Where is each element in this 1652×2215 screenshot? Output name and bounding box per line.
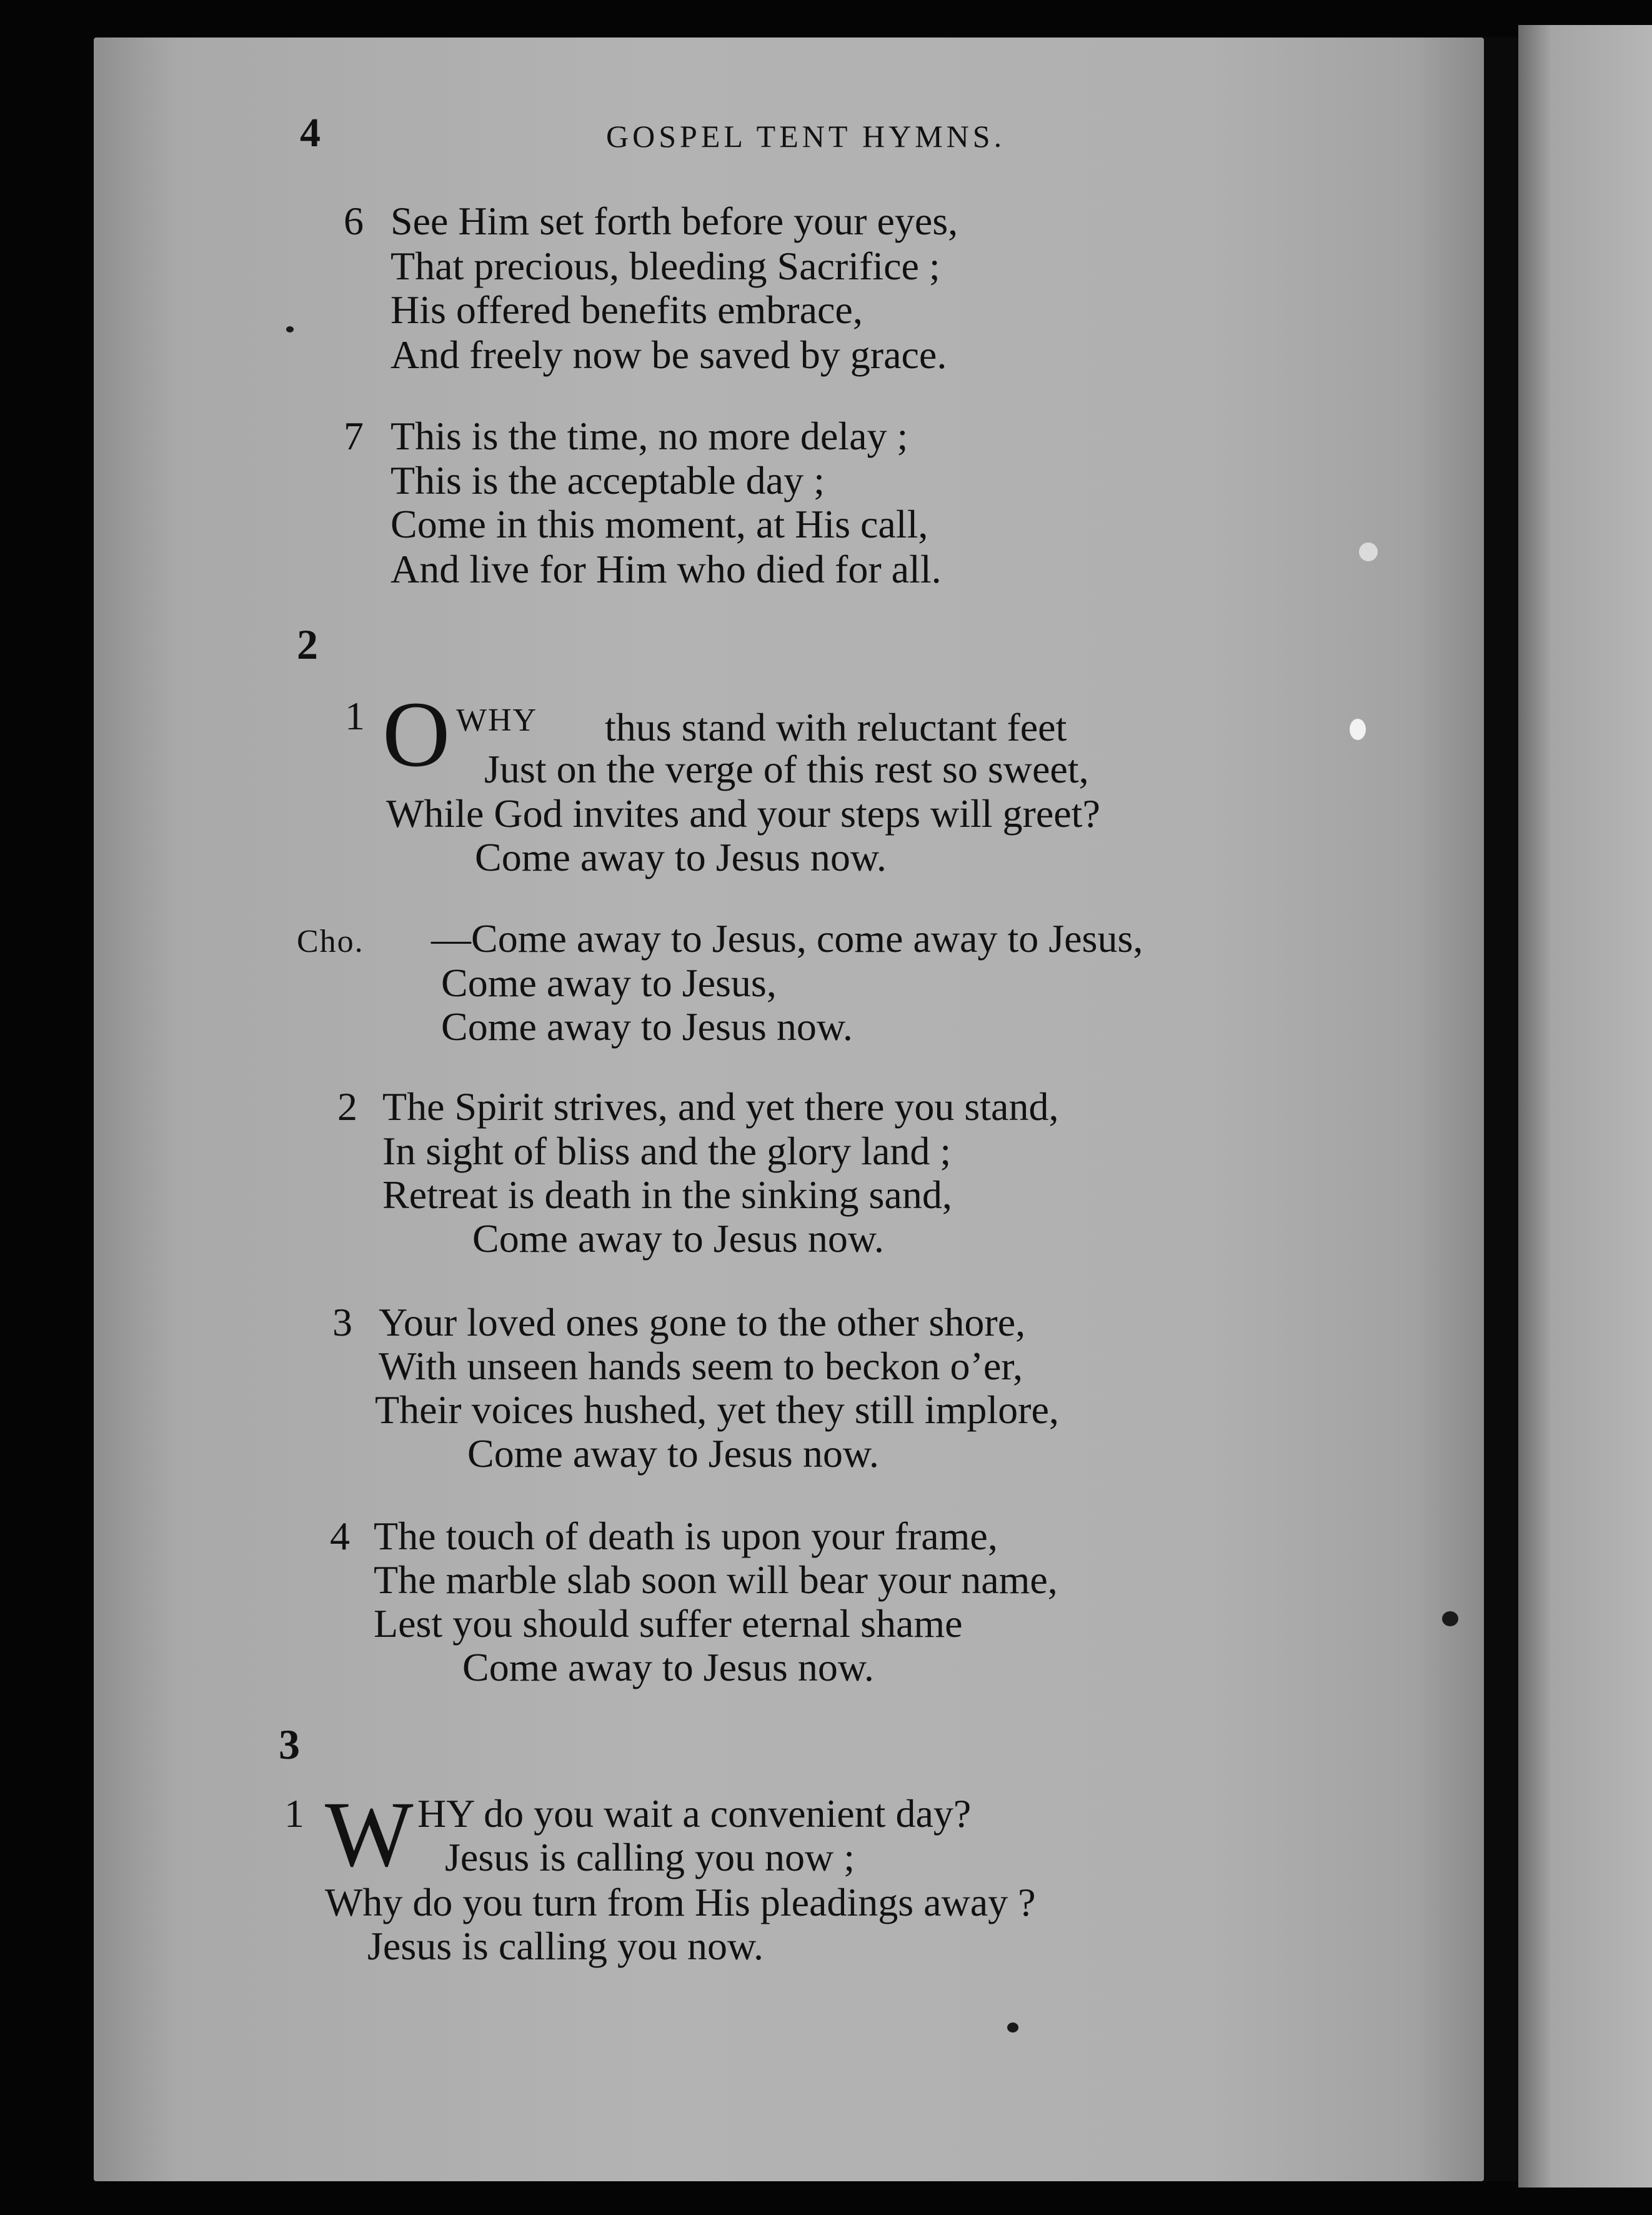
hymn-number: 3	[279, 1721, 300, 1768]
verse-line: Come away to Jesus,	[441, 961, 777, 1005]
hymn-number: 2	[297, 621, 318, 668]
verse-line: Come away to Jesus now.	[475, 835, 887, 879]
verse-line: And live for Him who died for all.	[391, 547, 942, 591]
scan-blemish	[1350, 719, 1366, 740]
verse-line: Your loved ones gone to the other shore,	[379, 1300, 1026, 1344]
stanza-number: 2	[337, 1084, 357, 1129]
verse-line: Come away to Jesus now.	[467, 1431, 879, 1476]
drop-cap: O	[382, 682, 450, 786]
verse-line: Just on the verge of this rest so sweet,	[484, 747, 1089, 791]
stanza-number: 7	[344, 414, 364, 458]
verse-line: That precious, bleeding Sacrifice ;	[391, 244, 940, 288]
verse-line: The marble slab soon will bear your name,	[374, 1558, 1058, 1602]
chorus-label	[297, 916, 364, 964]
verse-line: Come away to Jesus now.	[441, 1004, 853, 1049]
verse-line: His offered benefits embrace,	[391, 288, 863, 332]
verse-line: Come in this moment, at His call,	[391, 502, 928, 546]
verse-line: While God invites and your steps will greet?	[386, 791, 1100, 836]
verse-line: Their voices hushed, yet they still implore,	[375, 1388, 1059, 1432]
verse-line: With unseen hands seem to beckon o’er,	[379, 1344, 1023, 1388]
verse-line: Retreat is death in the sinking sand,	[382, 1172, 952, 1217]
facing-page-edge	[1518, 25, 1652, 2188]
drop-cap: W	[325, 1782, 414, 1886]
page-gutter-shadow	[1484, 38, 1518, 2181]
verse-line: See Him set forth before your eyes,	[391, 199, 958, 243]
verse-line: Come away to Jesus now.	[462, 1645, 874, 1689]
ink-speck	[1442, 1611, 1458, 1626]
verse-line: This is the time, no more delay ;	[391, 414, 908, 458]
stanza-number: 6	[344, 199, 364, 243]
small-caps-word: WHY	[456, 702, 538, 738]
verse-line: —Come away to Jesus, come away to Jesus,	[431, 916, 1143, 961]
verse-line: Jesus is calling you now ;	[445, 1835, 855, 1879]
verse-line: Come away to Jesus now.	[472, 1216, 884, 1261]
verse-line: HY do you wait a convenient day?	[417, 1791, 972, 1836]
stanza-number: 4	[330, 1514, 350, 1558]
stanza-number: 1	[284, 1791, 304, 1836]
page-header	[0, 109, 1652, 166]
page-number: 4	[300, 110, 321, 156]
verse-line: Why do you turn from His pleadings away ?	[325, 1880, 1036, 1924]
stanza-number: 1	[345, 694, 365, 738]
verse-line: In sight of bliss and the glory land ;	[382, 1129, 952, 1173]
stanza-number: 3	[332, 1300, 352, 1344]
scan-blemish	[1359, 542, 1378, 561]
verse-line: Jesus is calling you now.	[367, 1924, 764, 1968]
verse-line-start	[456, 695, 537, 743]
verse-line: The Spirit strives, and yet there you stand,	[382, 1084, 1059, 1129]
verse-line: And freely now be saved by grace.	[391, 332, 947, 377]
chorus-label-text: Cho.	[297, 924, 364, 959]
verse-line: thus stand with reluctant feet	[605, 705, 1067, 749]
running-title: GOSPEL TENT HYMNS.	[606, 119, 1006, 154]
verse-line: The touch of death is upon your frame,	[374, 1514, 998, 1558]
ink-speck	[286, 326, 294, 332]
verse-line: This is the acceptable day ;	[391, 458, 825, 502]
verse-line: Lest you should suffer eternal shame	[374, 1601, 963, 1646]
ink-speck	[1007, 2022, 1018, 2032]
